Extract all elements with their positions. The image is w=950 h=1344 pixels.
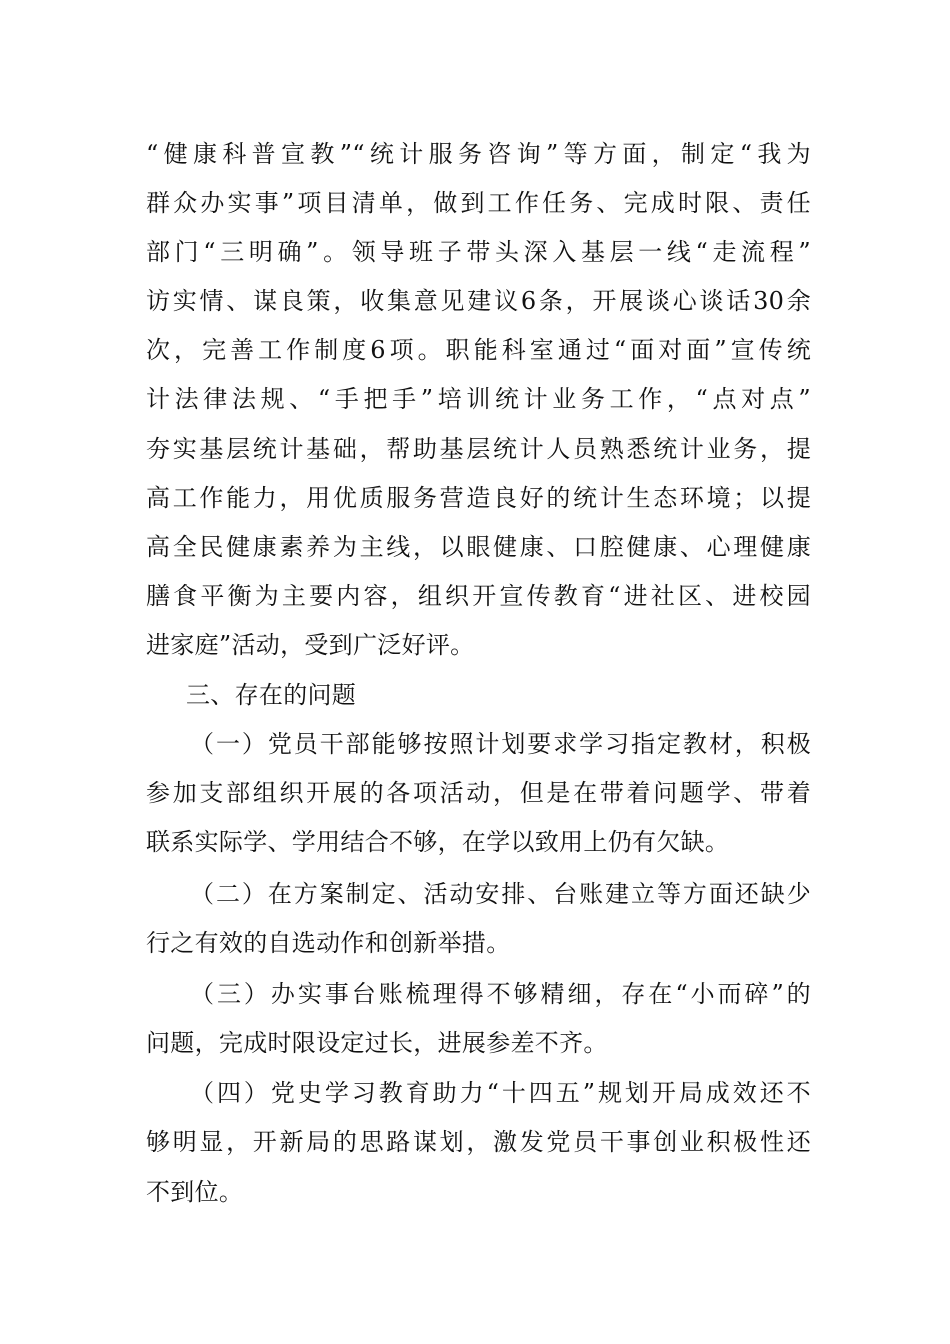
paragraph-line: 进家庭”活动，受到广泛好评。 (146, 631, 475, 659)
item-line: （一）党员干部能够按照计划要求学习指定教材，积极 (190, 730, 811, 758)
item-line: （二）在方案制定、活动安排、台账建立等方面还缺少 (190, 880, 811, 908)
item-line: 问题，完成时限设定过长，进展参差不齐。 (146, 1029, 608, 1057)
item-line: 不到位。 (146, 1178, 244, 1206)
paragraph-line: 夯实基层统计基础，帮助基层统计人员熟悉统计业务，提 (146, 435, 811, 463)
item-line: （三）办实事台账梳理得不够精细，存在“小而碎”的 (190, 980, 811, 1008)
paragraph-line: 膳食平衡为主要内容，组织开宣传教育“进社区、进校园 (146, 582, 811, 610)
item-line: 联系实际学、学用结合不够，在学以致用上仍有欠缺。 (146, 828, 730, 856)
section-heading: 三、存在的问题 (186, 681, 357, 709)
paragraph-line: 高工作能力，用优质服务营造良好的统计生态环境；以提 (146, 484, 811, 512)
paragraph-line: 高全民健康素养为主线，以眼健康、口腔健康、心理健康 (146, 533, 811, 561)
item-line: （四）党史学习教育助力“十四五”规划开局成效还不 (190, 1079, 811, 1107)
item-line: 行之有效的自选动作和创新举措。 (146, 929, 511, 957)
paragraph-line: 部门“三明确”。领导班子带头深入基层一线“走流程” (146, 238, 811, 266)
item-line: 够明显，开新局的思路谋划，激发党员干事创业积极性还 (146, 1128, 811, 1156)
paragraph-line: 次，完善工作制度6项。职能科室通过“面对面”宣传统 (146, 336, 811, 364)
paragraph-line: 计法律法规、“手把手”培训统计业务工作，“点对点” (146, 385, 811, 413)
paragraph-line: “健康科普宣教”“统计服务咨询”等方面，制定“我为 (146, 140, 811, 168)
item-line: 参加支部组织开展的各项活动，但是在带着问题学、带着 (146, 779, 811, 807)
paragraph-line: 群众办实事”项目清单，做到工作任务、完成时限、责任 (146, 189, 811, 217)
paragraph-line: 访实情、谋良策，收集意见建议6条，开展谈心谈话30余 (146, 287, 811, 315)
